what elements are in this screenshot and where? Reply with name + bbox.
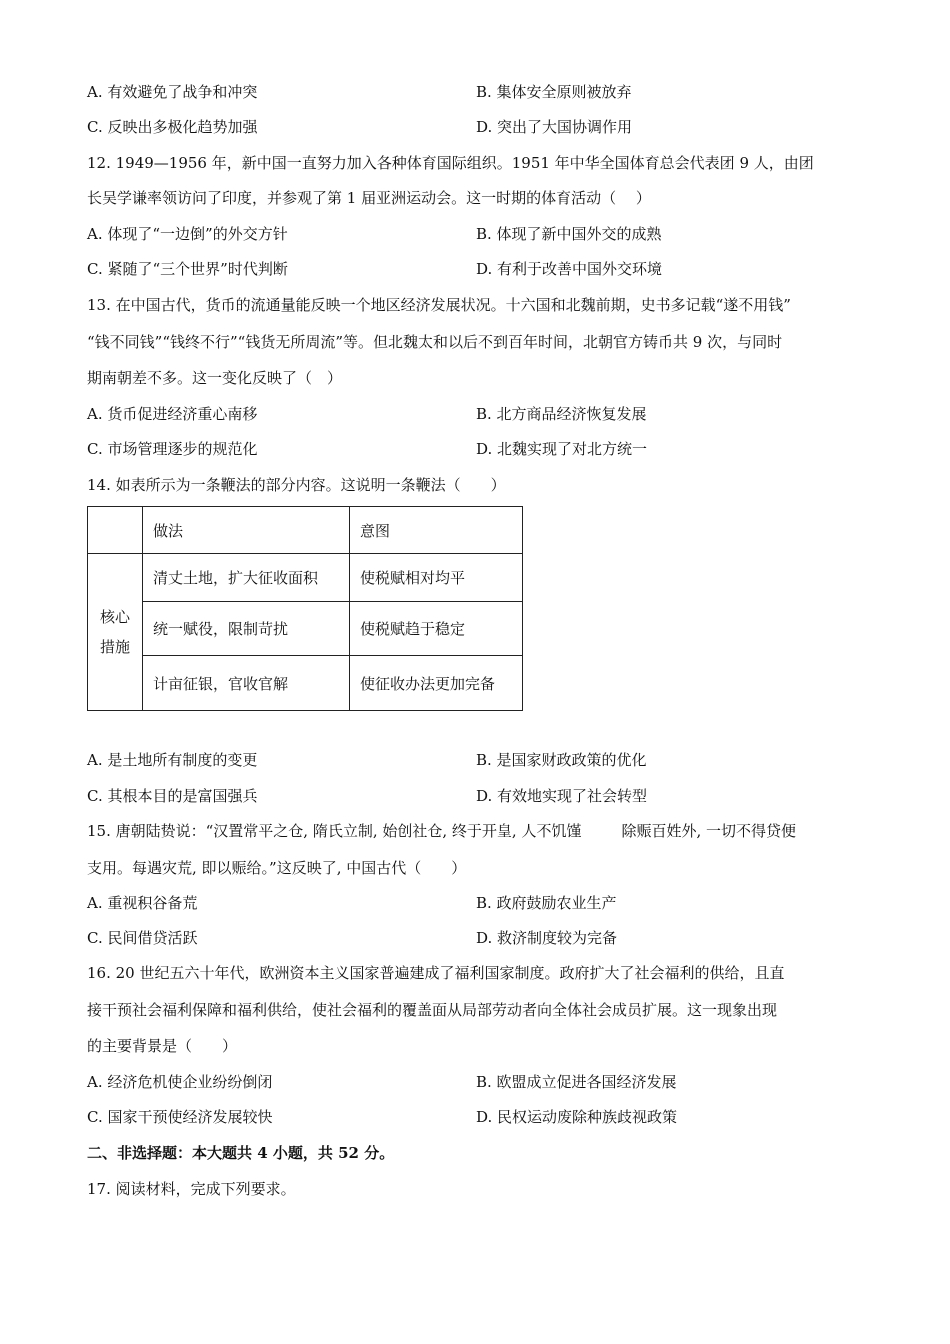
table-row: [88, 602, 523, 656]
q16-stem-line-2: 接干预社会福利保障和福利供给，使社会福利的覆盖面从局部劳动者向全体社会成员扩展。这一现象出现: [87, 1001, 778, 1019]
q16-stem-line-1: 16. 20 世纪五六十年代，欧洲资本主义国家普遍建成了福利国家制度。政府扩大了社会福利的供给，且直: [87, 964, 785, 982]
q14-row-label-line-2: 措施: [99, 638, 130, 656]
q14-table-header-intent: 意图: [350, 507, 523, 554]
q16-option-c: C. 国家干预使经济发展较快: [87, 1108, 273, 1126]
q15-option-b: B. 政府鼓励农业生产: [476, 894, 617, 912]
table-row: [88, 656, 523, 711]
q14-row-label-line-1: 核心: [99, 608, 130, 626]
q16-option-d: D. 民权运动废除种族歧视政策: [476, 1108, 678, 1126]
q14-option-c: C. 其根本目的是富国强兵: [87, 787, 258, 805]
q14-stem: 14. 如表所示为一条鞭法的部分内容。这说明一条鞭法（ ）: [87, 476, 506, 494]
q13-stem-line-2: “钱不同钱”“钱终不行”“钱货无所周流”等。但北魏太和以后不到百年时间，北朝官方铸币共 9 次，与同时: [87, 333, 783, 351]
q14-option-d: D. 有效地实现了社会转型: [476, 787, 648, 805]
section-2-heading: 二、非选择题：本大题共 4 小题，共 52 分。: [87, 1144, 395, 1162]
q14-table-header-method: 做法: [143, 507, 350, 554]
q13-option-b: B. 北方商品经济恢复发展: [476, 405, 647, 423]
q12-option-b: B. 体现了新中国外交的成熟: [476, 225, 662, 243]
q15-stem-line-1-part-b: 除赈百姓外, 一切不得贷便: [621, 822, 796, 840]
q13-option-a: A. 货币促进经济重心南移: [87, 405, 258, 423]
q14-table-intent-cell: 使税赋相对均平: [350, 554, 523, 602]
q12-option-a: A. 体现了“一边倒”的外交方针: [87, 225, 288, 243]
q11-option-d: D. 突出了大国协调作用: [476, 118, 633, 136]
q14-table-intent-cell: 使征收办法更加完备: [350, 656, 523, 711]
q11-option-a: A. 有效避免了战争和冲突: [87, 83, 258, 101]
q14-table-method-cell: 统一赋役，限制苛扰: [143, 602, 350, 656]
q16-option-a: A. 经济危机使企业纷纷倒闭: [87, 1073, 273, 1091]
q15-stem-line-2: 支用。每遇灾荒, 即以赈给。”这反映了, 中国古代（ ）: [87, 859, 467, 877]
q13-option-d: D. 北魏实现了对北方统一: [476, 440, 648, 458]
q12-stem-line-1: 12. 1949—1956 年，新中国一直努力加入各种体育国际组织。1951 年中华全国体育总会代表团 9 人，由团: [87, 154, 814, 172]
q13-stem-line-3: 期南朝差不多。这一变化反映了（ ）: [87, 369, 343, 387]
table-row: [88, 554, 523, 602]
q14-option-a: A. 是土地所有制度的变更: [87, 751, 258, 769]
q12-option-d: D. 有利于改善中国外交环境: [476, 260, 663, 278]
q15-option-a: A. 重视积谷备荒: [87, 894, 198, 912]
q15-option-c: C. 民间借贷活跃: [87, 929, 198, 947]
q11-option-b: B. 集体安全原则被放弃: [476, 83, 632, 101]
q15-option-d: D. 救济制度较为完备: [476, 929, 618, 947]
q16-stem-line-3: 的主要背景是（ ）: [87, 1037, 238, 1055]
q14-table-row-label: [88, 554, 143, 711]
q12-option-c: C. 紧随了“三个世界”时代判断: [87, 260, 288, 278]
q15-stem-line-1-part-a: 15. 唐朝陆贽说：“汉置常平之仓, 隋氏立制, 始创社仓, 终于开皇, 人不饥馑: [87, 822, 582, 840]
q17-stem: 17. 阅读材料，完成下列要求。: [87, 1180, 296, 1198]
q15-stem-line-1: [87, 821, 796, 841]
q14-table: [87, 506, 523, 711]
q14-option-b: B. 是国家财政政策的优化: [476, 751, 647, 769]
q14-table-method-cell: 计亩征银，官收官解: [143, 656, 350, 711]
q14-table-intent-cell: 使税赋趋于稳定: [350, 602, 523, 656]
q12-stem-line-2: 长吴学谦率领访问了印度，并参观了第 1 届亚洲运动会。这一时期的体育活动（ ）: [87, 189, 651, 207]
q11-option-c: C. 反映出多极化趋势加强: [87, 118, 258, 136]
q14-table-header-row: [88, 507, 523, 554]
q14-table-corner-cell: [88, 507, 143, 554]
q13-option-c: C. 市场管理逐步的规范化: [87, 440, 258, 458]
q16-option-b: B. 欧盟成立促进各国经济发展: [476, 1073, 677, 1091]
q14-table-method-cell: 清丈土地，扩大征收面积: [143, 554, 350, 602]
q13-stem-line-1: 13. 在中国古代，货币的流通量能反映一个地区经济发展状况。十六国和北魏前期，史书多记载“遂不用钱”: [87, 296, 791, 314]
